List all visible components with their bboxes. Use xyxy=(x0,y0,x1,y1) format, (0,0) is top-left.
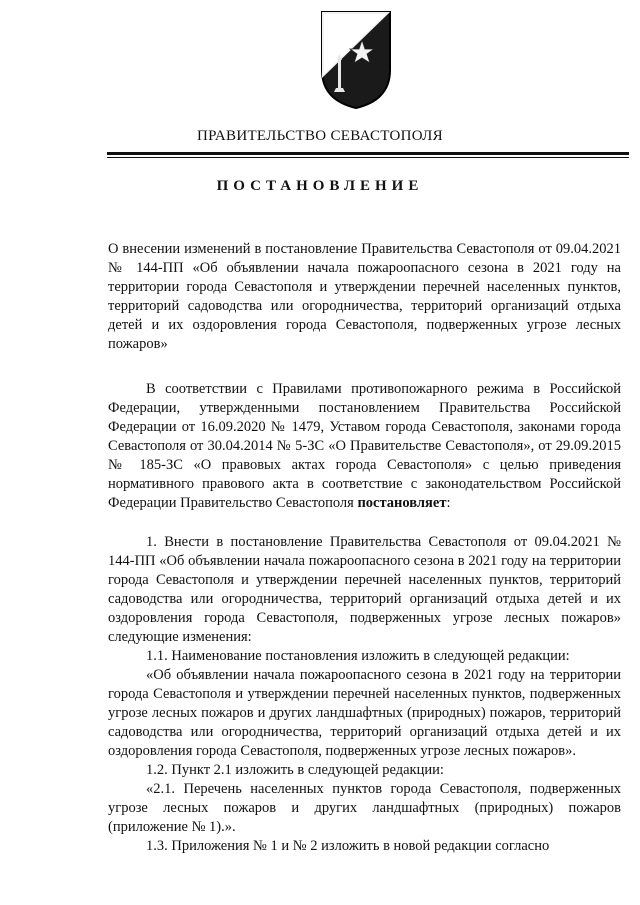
item-1-2-quote: «2.1. Перечень населенных пунктов города Севастополя, подверженных угрозе лесных пожаров и других ландшафтных (природных) пожаров (приложение № 1).». xyxy=(108,781,621,835)
document-body xyxy=(108,380,621,856)
preamble-paragraph xyxy=(108,380,621,513)
item-1-2: 1.2. Пункт 2.1 изложить в следующей редакции: xyxy=(146,762,444,778)
preamble-keyword: постановляет xyxy=(357,495,447,511)
header-rule-thin xyxy=(107,157,629,158)
item-1-1: 1.1. Наименование постановления изложить в следующей редакции: xyxy=(146,648,570,664)
item-1: 1. Внести в постановление Правительства Севастополя от 09.04.2021 № 144-ПП «Об объявлении начала пожароопасного сезона в 2021 году на территории города Севастополя и утверждении перечней населенных пунктов, территорий садоводства или огородничества, территорий организаций отдыха детей и их оздоровления города Севастополя, подверженных угрозе лесных пожаров» следующие изменения: xyxy=(108,534,621,645)
coat-of-arms-icon xyxy=(318,8,394,110)
document-subject: О внесении изменений в постановление Правительства Севастополя от 09.04.2021 № 144-ПП «Об объявлении начала пожароопасного сезона в 2021 году на территории города Севастополя и утверждении перечней населенных пунктов, территорий садоводства или огородничества, территорий организаций отдыха детей и их оздоровления города Севастополя, подверженных угрозе лесных пожаров» xyxy=(108,241,621,352)
header-rule-thick xyxy=(107,152,629,155)
item-1-3: 1.3. Приложения № 1 и № 2 изложить в новой редакции согласно xyxy=(146,838,550,854)
preamble-text: В соответствии с Правилами противопожарного режима в Российской Федерации, утвержденными постановлением Правительства Российской Федерации от 16.09.2020 № 1479, Уставом города Севастополя, законами города Севастополя от 30.04.2014 № 5-ЗС «О Правительстве Севастополя», от 29.09.2015 № 185-ЗС «О правовых актах города Севастополя» с целью приведения нормативного правового акта в соответствие с законодательством Российской Федерации Правительство Севастополя xyxy=(108,381,621,511)
document-type-heading: ПОСТАНОВЛЕНИЕ xyxy=(216,178,424,194)
preamble-end: : xyxy=(446,495,451,511)
item-1-1-quote: «Об объявлении начала пожароопасного сезона в 2021 году на территории города Севастополя и утверждении перечней населенных пунктов, подверженных угрозе лесных пожаров и других ландшафтных (природных) пожаров, территорий садоводства или огородничества, территорий организаций отдыха детей и их оздоровления города Севастополя, подверженных угрозе лесных пожаров». xyxy=(108,667,621,759)
government-name: ПРАВИТЕЛЬСТВО СЕВАСТОПОЛЯ xyxy=(197,128,443,144)
